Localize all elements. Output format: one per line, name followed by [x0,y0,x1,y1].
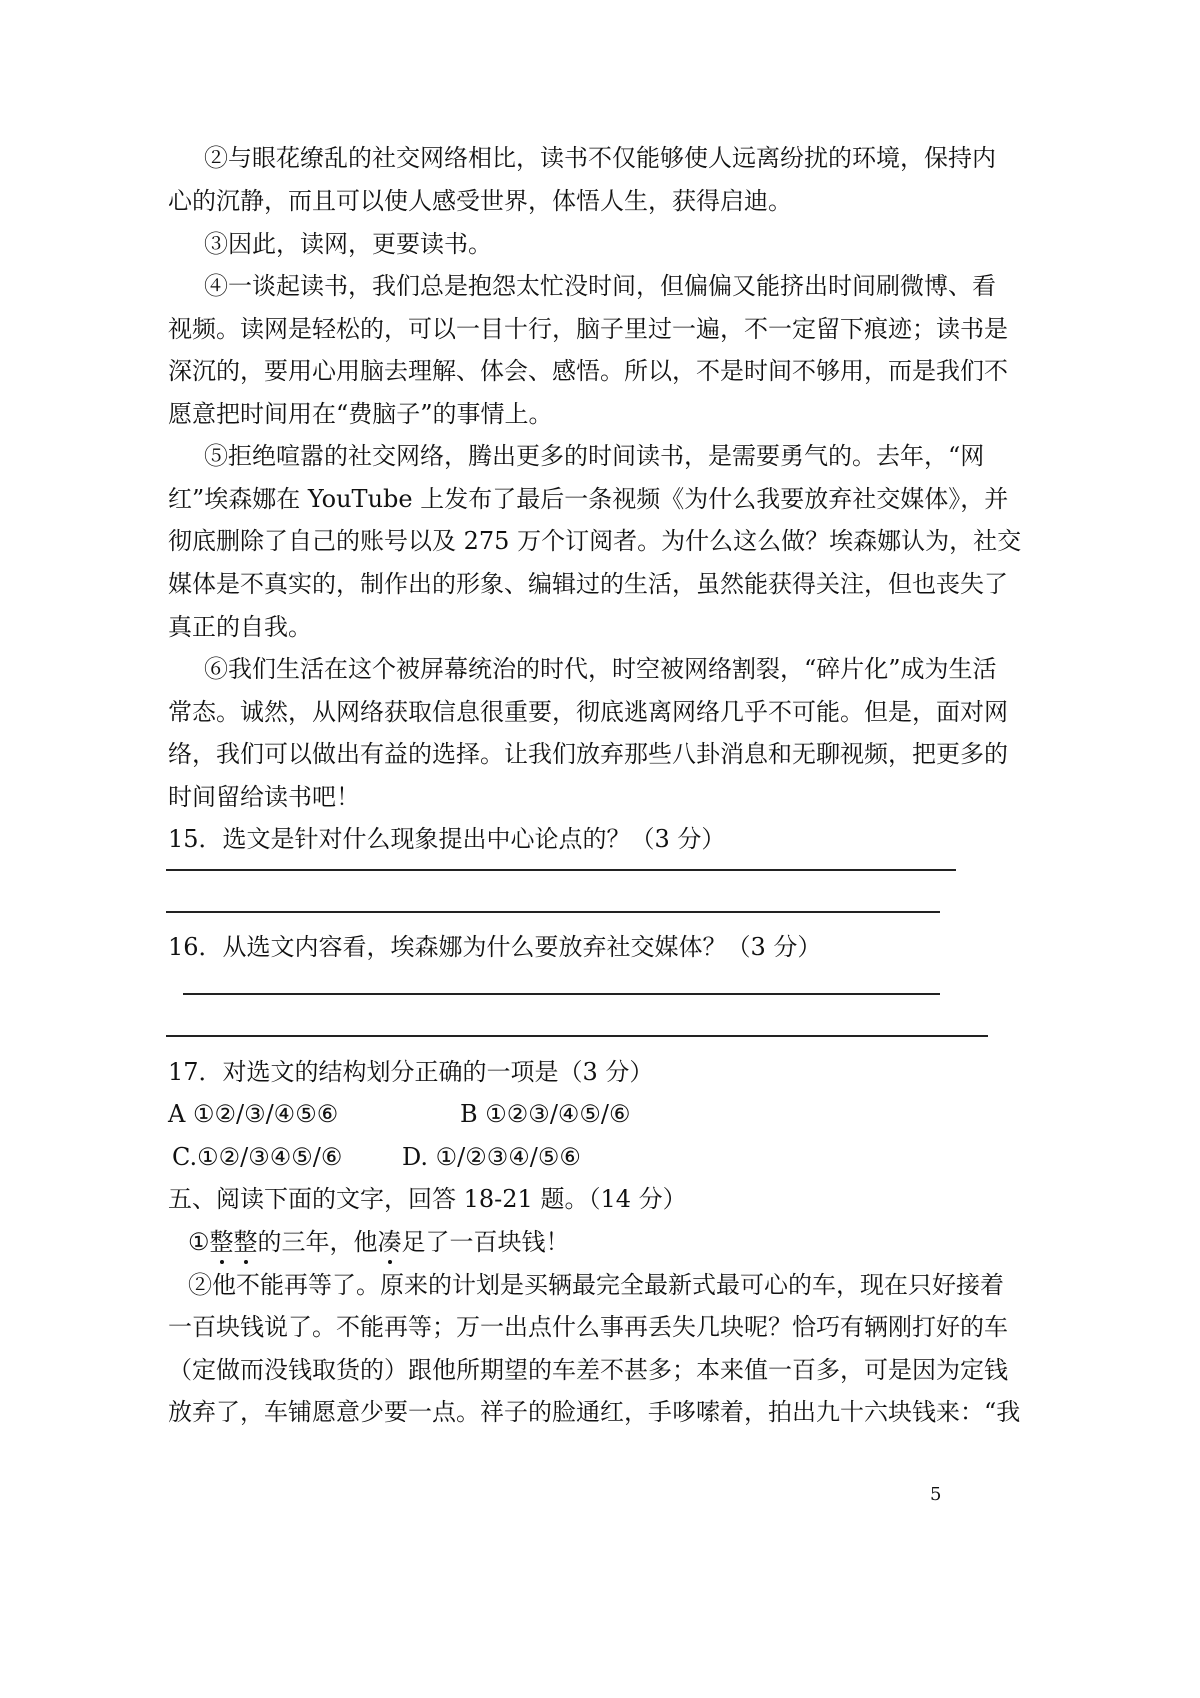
answer-line[interactable] [166,869,956,871]
paragraph-marker: ① [188,1228,210,1256]
section-5-paragraph-2-line-2: 一百块钱说了。不能再等；万一出点什么事再丢失几块呢？恰巧有辆刚打好的车 [168,1313,1008,1341]
passage-paragraph-2-line-1: ②与眼花缭乱的社交网络相比，读书不仅能够使人远离纷扰的环境，保持内 [204,144,996,172]
passage-paragraph-4-line-1: ④一谈起读书，我们总是抱怨太忙没时间，但偏偏又能挤出时间刷微博、看 [204,272,996,300]
passage-paragraph-4-line-2: 视频。读网是轻松的，可以一目十行，脑子里过一遍，不一定留下痕迹；读书是 [168,315,1008,343]
passage-paragraph-5-line-2: 红”埃森娜在 YouTube 上发布了最后一条视频《为什么我要放弃社交媒体》，并 [168,485,1009,513]
emphasis-char: 凑 [377,1228,402,1256]
section-5-heading: 五、阅读下面的文字，回答 18-21 题。（14 分） [168,1185,687,1213]
passage-paragraph-6-line-3: 络，我们可以做出有益的选择。让我们放弃那些八卦消息和无聊视频，把更多的 [168,740,1008,768]
text-run: 足了一百块钱！ [401,1228,570,1256]
passage-paragraph-4-line-4: 愿意把时间用在“费脑子”的事情上。 [168,400,553,428]
passage-paragraph-5-line-1: ⑤拒绝喧嚣的社交网络，腾出更多的时间读书，是需要勇气的。去年，“网 [204,442,985,470]
question-15: 15．选文是针对什么现象提出中心论点的？（3 分） [168,825,726,853]
emphasis-char: 整 [233,1228,258,1256]
answer-line[interactable] [166,911,940,913]
section-5-paragraph-2-line-4: 放弃了，车铺愿意少要一点。祥子的脸通红，手哆嗦着，拍出九十六块钱来：“我 [168,1398,1021,1426]
option-a[interactable]: A ①②/③/④⑤⑥ [168,1100,339,1128]
passage-paragraph-5-line-4: 媒体是不真实的，制作出的形象、编辑过的生活，虽然能获得关注，但也丧失了 [168,570,1008,598]
passage-paragraph-6-line-4: 时间留给读书吧！ [168,783,360,811]
question-17: 17．对选文的结构划分正确的一项是（3 分） [168,1058,654,1086]
option-d[interactable]: D. ①/②③④/⑤⑥ [402,1143,581,1171]
passage-paragraph-6-line-1: ⑥我们生活在这个被屏幕统治的时代，时空被网络割裂，“碎片化”成为生活 [204,655,997,683]
answer-line[interactable] [183,993,940,995]
option-c[interactable]: C.①②/③④⑤/⑥ [172,1143,343,1171]
section-5-paragraph-2-line-3: （定做而没钱取货的）跟他所期望的车差不甚多；本来值一百多，可是因为定钱 [168,1356,1008,1384]
question-16: 16．从选文内容看，埃森娜为什么要放弃社交媒体？（3 分） [168,933,822,961]
emphasis-char: 整 [209,1228,234,1256]
section-5-paragraph-2-line-1: ②他不能再等了。原来的计划是买辆最完全最新式最可心的车，现在只好接着 [188,1271,1004,1299]
text-run: 的三年，他 [257,1228,378,1256]
page-number: 5 [930,1484,942,1505]
passage-paragraph-2-line-2: 心的沉静，而且可以使人感受世界，体悟人生，获得启迪。 [168,187,792,215]
option-b[interactable]: B ①②③/④⑤/⑥ [460,1100,631,1128]
passage-paragraph-3: ③因此，读网，更要读书。 [204,230,492,258]
passage-paragraph-6-line-2: 常态。诚然，从网络获取信息很重要，彻底逃离网络几乎不可能。但是，面对网 [168,698,1008,726]
passage-paragraph-4-line-3: 深沉的，要用心用脑去理解、体会、感悟。所以，不是时间不够用，而是我们不 [168,357,1008,385]
answer-line[interactable] [166,1035,988,1037]
passage-paragraph-5-line-3: 彻底删除了自己的账号以及 275 万个订阅者。为什么这么做？埃森娜认为，社交 [168,527,1022,555]
passage-paragraph-5-line-5: 真正的自我。 [168,613,312,641]
section-5-paragraph-1 [188,1226,570,1258]
